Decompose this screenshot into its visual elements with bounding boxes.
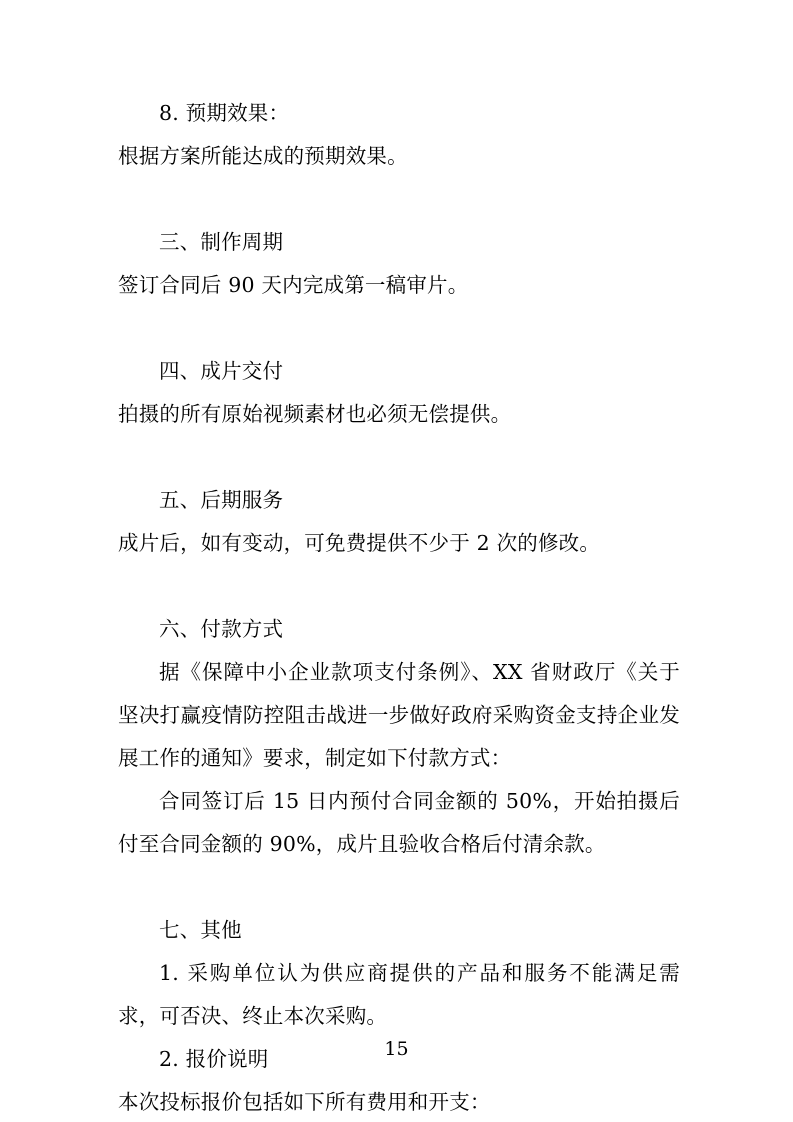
section-3 bbox=[118, 221, 680, 307]
document-body bbox=[118, 92, 680, 1122]
section-6-body-payment-basis: 据《保障中小企业款项支付条例》、XX 省财政厅《关于坚决打赢疫情防控阻击战进一步做好政府采购资金支持企业发展工作的通知》要求，制定如下付款方式： bbox=[118, 660, 680, 770]
spacer bbox=[118, 565, 680, 608]
section-4-body: 拍摄的所有原始视频素材也必须无偿提供。 bbox=[118, 402, 512, 426]
spacer bbox=[118, 866, 680, 909]
section-7 bbox=[118, 909, 680, 1122]
spacer bbox=[118, 178, 680, 221]
section-6 bbox=[118, 608, 680, 866]
spacer bbox=[118, 307, 680, 350]
page-number: 15 bbox=[384, 1038, 409, 1060]
section-5-heading: 五、后期服务 bbox=[159, 488, 284, 512]
section-4-heading: 四、成片交付 bbox=[159, 359, 284, 383]
section-5 bbox=[118, 479, 680, 565]
section-7-heading: 七、其他 bbox=[159, 918, 242, 942]
section-4 bbox=[118, 350, 680, 436]
spacer bbox=[118, 436, 680, 479]
section-7-item-1: 1. 采购单位认为供应商提供的产品和服务不能满足需求，可否决、终止本次采购。 bbox=[118, 961, 680, 1028]
section-5-body: 成片后，如有变动，可免费提供不少于 2 次的修改。 bbox=[118, 531, 601, 555]
section-3-heading: 三、制作周期 bbox=[159, 230, 284, 254]
section-3-body: 签订合同后 90 天内完成第一稿审片。 bbox=[118, 273, 469, 297]
section-8 bbox=[118, 92, 680, 178]
section-6-body-payment-terms: 合同签订后 15 日内预付合同金额的 50%，开始拍摄后付至合同金额的 90%，成片且验收合格后付清余款。 bbox=[118, 789, 680, 856]
section-7-item-2: 2. 报价说明 bbox=[159, 1047, 269, 1071]
section-7-item-2-body: 本次投标报价包括如下所有费用和开支： bbox=[118, 1090, 491, 1114]
section-6-heading: 六、付款方式 bbox=[159, 617, 284, 641]
section-8-heading: 8. 预期效果： bbox=[159, 101, 290, 125]
section-8-body: 根据方案所能达成的预期效果。 bbox=[118, 144, 408, 168]
